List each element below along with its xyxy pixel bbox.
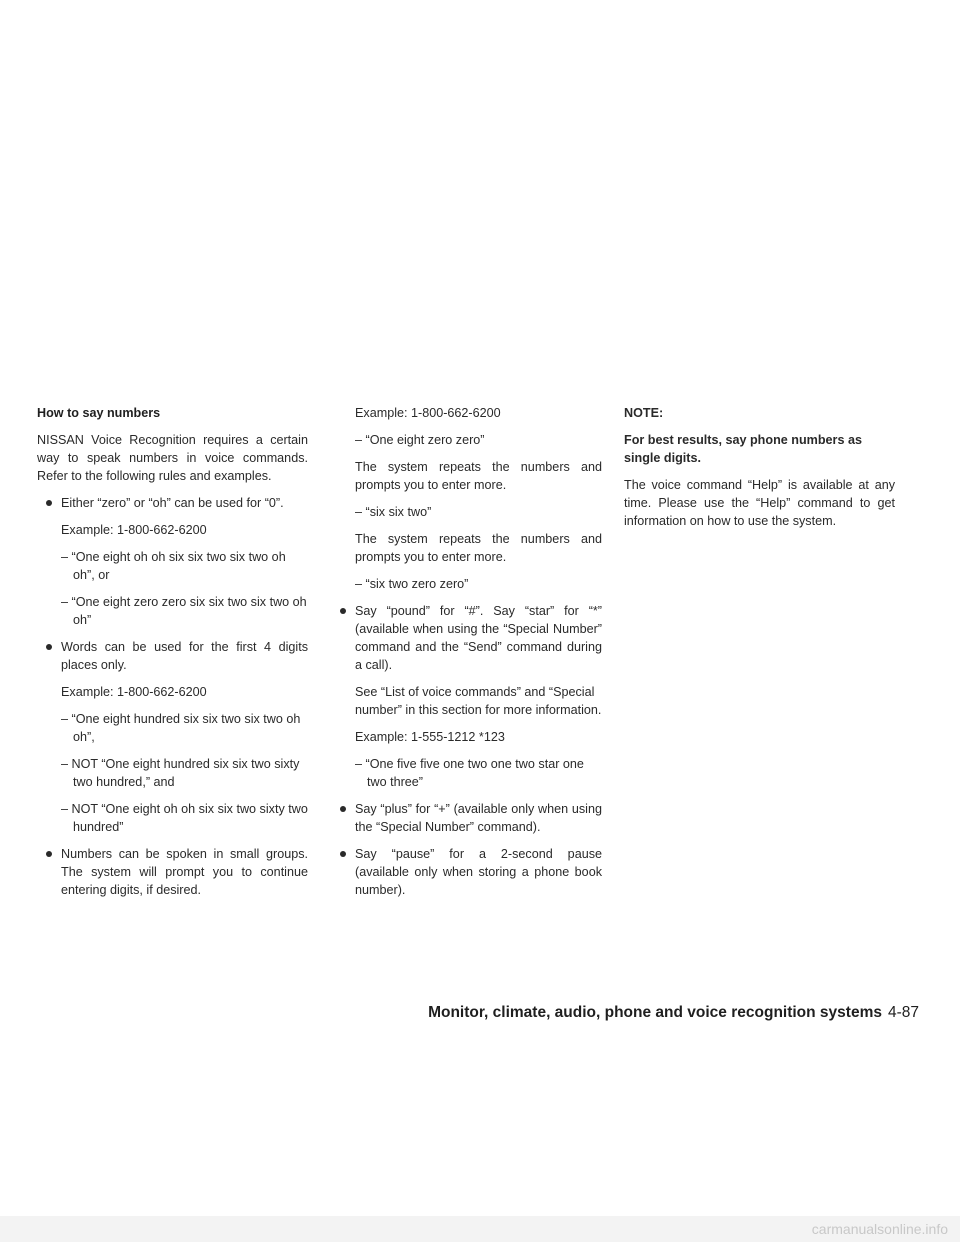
example-line: Example: 1-800-662-6200 [61, 685, 207, 699]
repeat-paragraph: The system repeats the numbers and prompts you to enter more. [355, 460, 602, 492]
bullet-icon [46, 644, 52, 650]
bullet-item: Words can be used for the first 4 digits places only. [37, 638, 308, 674]
repeat-paragraph: The system repeats the numbers and prompts you to enter more. [355, 532, 602, 564]
help-paragraph: The voice command “Help” is available at any time. Please use the “Help” command to get information on how to use the system. [624, 478, 895, 528]
dash-item: – “six six two” [355, 505, 432, 519]
example-line: Example: 1-800-662-6200 [61, 523, 207, 537]
dash-item: – “One eight zero zero six six two six two oh oh” [61, 595, 307, 627]
bullet-item: Say “plus” for “+” (available only when using the “Special Number” command). [331, 800, 602, 836]
dash-item: – “One eight zero zero” [355, 433, 485, 447]
note-text: For best results, say phone numbers as single digits. [624, 433, 862, 465]
note-label: NOTE: [624, 406, 664, 420]
intro-paragraph: NISSAN Voice Recognition requires a certain way to speak numbers in voice commands. Refer to the following rules and examples. [37, 433, 308, 483]
page-footer [428, 1004, 919, 1022]
bullet-icon [340, 806, 346, 812]
footer-section-title: Monitor, climate, audio, phone and voice recognition systems [428, 1004, 882, 1021]
dash-item: – “One eight hundred six six two six two oh oh”, [61, 712, 301, 744]
bullet-item: Either “zero” or “oh” can be used for “0”. [37, 494, 308, 512]
dash-item: – NOT “One eight hundred six six two sixty two hundred,” and [61, 757, 300, 789]
bullet-item: Say “pause” for a 2-second pause (available only when storing a phone book number). [331, 845, 602, 899]
bullet-icon [46, 500, 52, 506]
bullet-item: Numbers can be spoken in small groups. The system will prompt you to continue entering digits, if desired. [37, 845, 308, 899]
dash-item: – “six two zero zero” [355, 577, 469, 591]
column-1 [37, 404, 308, 908]
watermark: carmanualsonline.info [0, 1216, 960, 1242]
section-heading: How to say numbers [37, 406, 161, 420]
example-line: Example: 1-555-1212 *123 [355, 730, 505, 744]
dash-item: – NOT “One eight oh oh six six two sixty two hundred” [61, 802, 308, 834]
dash-item: – “One five five one two one two star one two three” [355, 757, 584, 789]
see-paragraph: See “List of voice commands” and “Special number” in this section for more information. [355, 685, 602, 717]
column-2 [331, 404, 602, 908]
page-number: 4-87 [887, 1004, 919, 1021]
bullet-icon [340, 608, 346, 614]
dash-item: – “One eight oh oh six six two six two oh oh”, or [61, 550, 286, 582]
column-3 [624, 404, 895, 539]
bullet-item: Say “pound” for “#”. Say “star” for “*” (available when using the “Special Number” command and the “Send” command during a call). [331, 602, 602, 674]
bullet-icon [46, 851, 52, 857]
bullet-icon [340, 851, 346, 857]
example-line: Example: 1-800-662-6200 [355, 406, 501, 420]
